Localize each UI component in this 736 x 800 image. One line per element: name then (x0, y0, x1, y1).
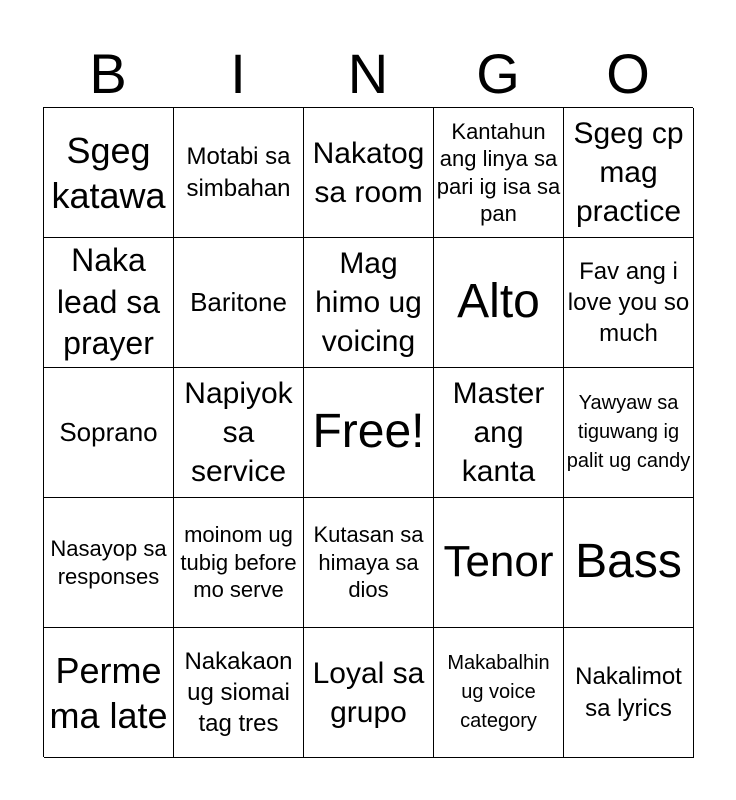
bingo-cell[interactable] (174, 368, 304, 498)
free-space-text: Free! (312, 405, 425, 459)
header-letter-n: N (347, 42, 389, 105)
cell-text: Nakalimot sa lyrics (575, 663, 682, 722)
bingo-cell[interactable] (564, 108, 694, 238)
bingo-header (43, 40, 693, 108)
bingo-cell[interactable] (434, 238, 564, 368)
bingo-cell[interactable] (174, 108, 304, 238)
cell-text: Nasayop sa responses (50, 536, 167, 589)
bingo-cell[interactable] (44, 498, 174, 628)
cell-text: Nakakaon ug siomai tag tres (184, 647, 293, 738)
bingo-cell[interactable] (174, 498, 304, 628)
bingo-cell[interactable] (44, 108, 174, 238)
bingo-cell[interactable] (44, 238, 174, 368)
cell-text: Sgeg cp mag practice (573, 117, 684, 228)
bingo-cell[interactable] (174, 238, 304, 368)
bingo-cell[interactable] (434, 498, 564, 628)
cell-text: Nakatog sa room (312, 136, 425, 209)
header-letter-o: O (606, 42, 650, 105)
cell-text: Fav ang i love you so much (567, 257, 690, 348)
free-space[interactable] (304, 368, 434, 498)
bingo-cell[interactable] (304, 628, 434, 758)
cell-text: Mag himo ug voicing (315, 247, 422, 358)
cell-text: Naka lead sa prayer (56, 242, 161, 362)
bingo-cell[interactable] (564, 498, 694, 628)
header-letter-i: I (230, 42, 246, 105)
cell-text: Tenor (443, 537, 554, 587)
cell-text: Loyal sa grupo (312, 656, 425, 729)
header-letter-g: G (476, 42, 520, 105)
bingo-cell[interactable] (434, 628, 564, 758)
bingo-cell[interactable] (564, 368, 694, 498)
cell-text: Sgeg katawa (51, 129, 166, 216)
bingo-cell[interactable] (304, 238, 434, 368)
bingo-cell[interactable] (434, 368, 564, 498)
cell-text: Kantahun ang linya sa pari ig isa sa pan (436, 118, 561, 226)
bingo-cell[interactable] (564, 238, 694, 368)
cell-text: Makabalhin ug voice category (447, 652, 550, 732)
bingo-board (43, 107, 693, 757)
cell-text: Master ang kanta (452, 377, 545, 488)
cell-text: Motabi sa simbahan (186, 143, 291, 202)
cell-text: Soprano (59, 416, 158, 447)
bingo-cell[interactable] (564, 628, 694, 758)
bingo-cell[interactable] (304, 498, 434, 628)
cell-text: Bass (575, 535, 682, 589)
bingo-cell[interactable] (304, 108, 434, 238)
bingo-cell[interactable] (44, 628, 174, 758)
cell-text: Napiyok sa service (184, 377, 293, 488)
cell-text: Kutasan sa himaya sa dios (313, 522, 424, 603)
bingo-cell[interactable] (44, 368, 174, 498)
cell-text: Baritone (190, 286, 287, 317)
bingo-cell[interactable] (174, 628, 304, 758)
cell-text: Alto (457, 275, 540, 329)
cell-text: Yawyaw sa tiguwang ig palit ug candy (566, 392, 691, 472)
cell-text: moinom ug tubig before mo serve (180, 522, 297, 603)
bingo-cell[interactable] (434, 108, 564, 238)
header-letter-b: B (89, 42, 127, 105)
cell-text: Perme ma late (49, 649, 168, 736)
